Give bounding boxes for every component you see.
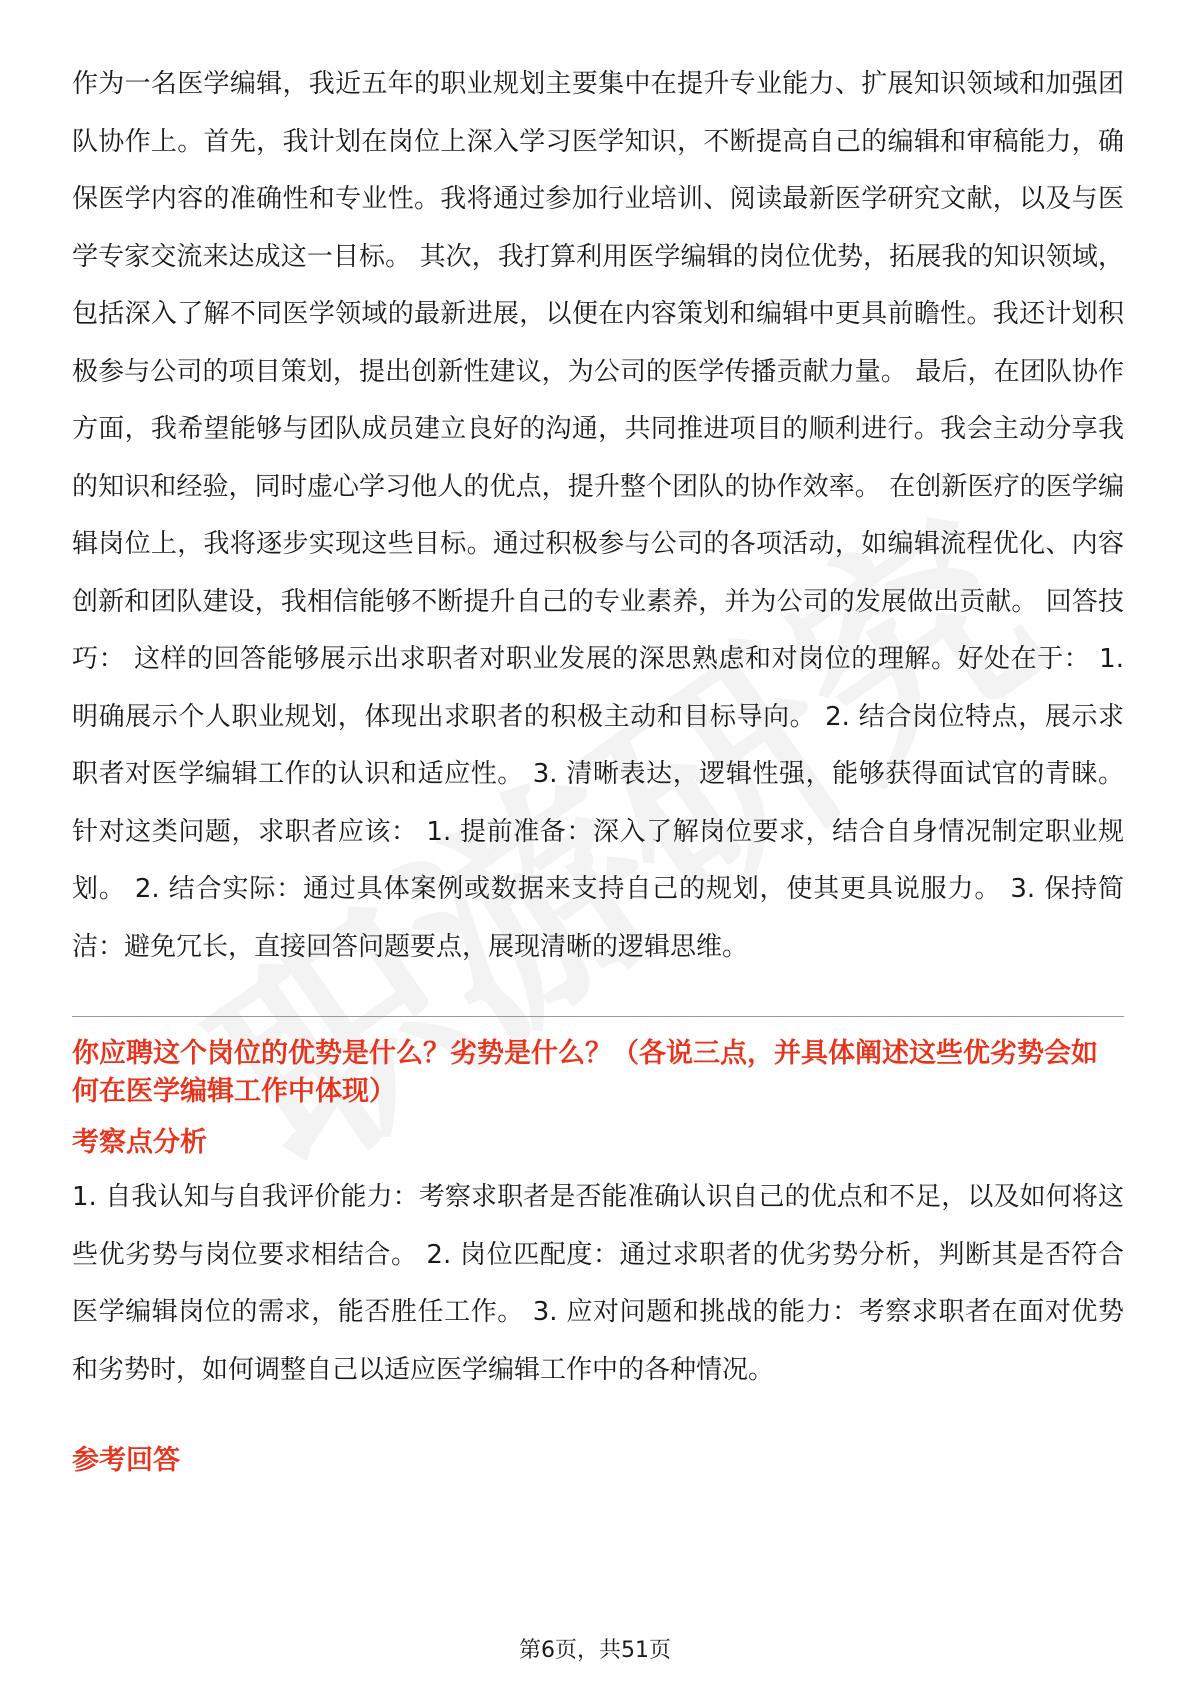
question-heading: 你应聘这个岗位的优势是什么？劣势是什么？（各说三点，并具体阐述这些优劣势会如何在医学编辑工作中体现） [72,1038,1098,1107]
section-divider [72,1016,1124,1017]
analysis-heading: 考察点分析 [72,1127,207,1158]
analysis-paragraph: 1. 自我认知与自我评价能力：考察求职者是否能准确认识自己的优点和不足，以及如何将这些优劣势与岗位要求相结合。 2. 岗位匹配度：通过求职者的优劣势分析，判断其是否符合医学编辑岗位的需求，能否胜任工作。 3. 应对问题和挑战的能力：考察求职者在面对优势和劣势时，如何调整自己以适应医学编辑工作中的各种情况。 [72,1182,1124,1385]
page-content [72,56,1124,1481]
page-number-footer: 第6页，共51页 [519,1638,671,1663]
reference-answer-heading: 参考回答 [72,1445,180,1476]
answer-continuation-paragraph: 作为一名医学编辑，我近五年的职业规划主要集中在提升专业能力、扩展知识领域和加强团队协作上。首先，我计划在岗位上深入学习医学知识，不断提高自己的编辑和审稿能力，确保医学内容的准确性和专业性。我将通过参加行业培训、阅读最新医学研究文献，以及与医学专家交流来达成这一目标。 其次，我打算利用医学编辑的岗位优势，拓展我的知识领域，包括深入了解不同医学领域的最新进展，以便在内容策划和编辑中更具前瞻性。我还计划积极参与公司的项目策划，提出创新性建议，为公司的医学传播贡献力量。 最后，在团队协作方面，我希望能够与团队成员建立良好的沟通，共同推进项目的顺利进行。我会主动分享我的知识和经验，同时虚心学习他人的优点，提升整个团队的协作效率。 在创新医疗的医学编辑岗位上，我将逐步实现这些目标。通过积极参与公司的各项活动，如编辑流程优化、内容创新和团队建设，我相信能够不断提升自己的专业素养，并为公司的发展做出贡献。 回答技巧： 这样的回答能够展示出求职者对职业发展的深思熟虑和对岗位的理解。好处在于： 1. 明确展示个人职业规划，体现出求职者的积极主动和目标导向。 2. 结合岗位特点，展示求职者对医学编辑工作的认识和适应性。 3. 清晰表达，逻辑性强，能够获得面试官的青睐。 针对这类问题，求职者应该： 1. 提前准备：深入了解岗位要求，结合自身情况制定职业规划。 2. 结合实际：通过具体案例或数据来支持自己的规划，使其更具说服力。 3. 保持简洁：避免冗长，直接回答问题要点，展现清晰的逻辑思维。 [72,69,1124,962]
